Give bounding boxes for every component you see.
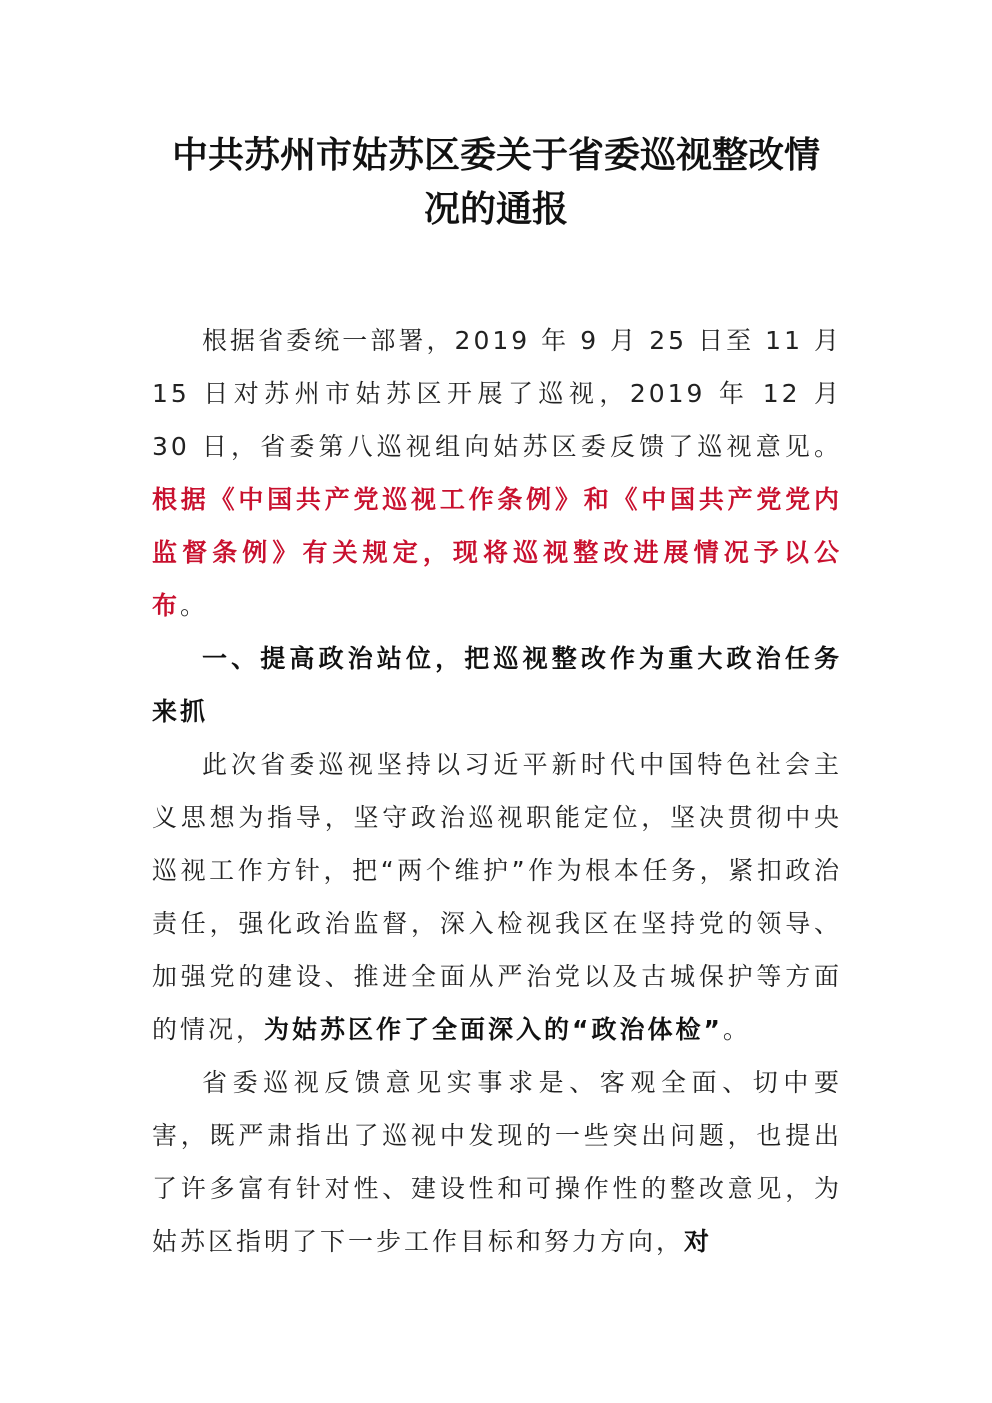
section1-a-end: 。 (722, 1015, 751, 1044)
section1-b-text: 省委巡视反馈意见实事求是、客观全面、切中要害，既严肃指出了巡视中发现的一些突出问题，也提出了许多富有针对性、建设性和可操作性的整改意见，为姑苏区指明了下一步工作目标和努力方向， (152, 1068, 842, 1256)
title-line-2: 况的通报 (423, 188, 568, 230)
title-line-1: 中共苏州市姑苏区委关于省委巡视整改情 (171, 134, 820, 176)
document-body (152, 314, 842, 1268)
paragraph-section1-a (152, 738, 842, 1056)
intro-end: 。 (180, 591, 209, 620)
section1-a-text: 此次省委巡视坚持以习近平新时代中国特色社会主义思想为指导，坚守政治巡视职能定位，坚决贯彻中央巡视工作方针，把“两个维护”作为根本任务，紧扣政治责任，强化政治监督，深入检视我区在坚持党的领导、加强党的建设、推进全面从严治党以及古城保护等方面的情况， (152, 750, 842, 1044)
section1-a-bold: 为姑苏区作了全面深入的“政治体检” (264, 1015, 723, 1044)
document-title (150, 128, 842, 236)
paragraph-intro (152, 314, 842, 632)
section1-b-bold: 对 (684, 1227, 713, 1256)
paragraph-section1-b (152, 1056, 842, 1268)
section-heading-1: 一、提高政治站位，把巡视整改作为重大政治任务来抓 (152, 644, 842, 726)
intro-text: 根据省委统一部署，2019 年 9 月 25 日至 11 月 15 日对苏州市姑苏区开展了巡视，2019 年 12 月 30 日，省委第八巡视组向姑苏区委反馈了巡视意见。 (152, 326, 842, 461)
intro-highlight-text: 根据《中国共产党巡视工作条例》和《中国共产党党内监督条例》有关规定，现将巡视整改进展情况予以公布 (152, 485, 842, 620)
